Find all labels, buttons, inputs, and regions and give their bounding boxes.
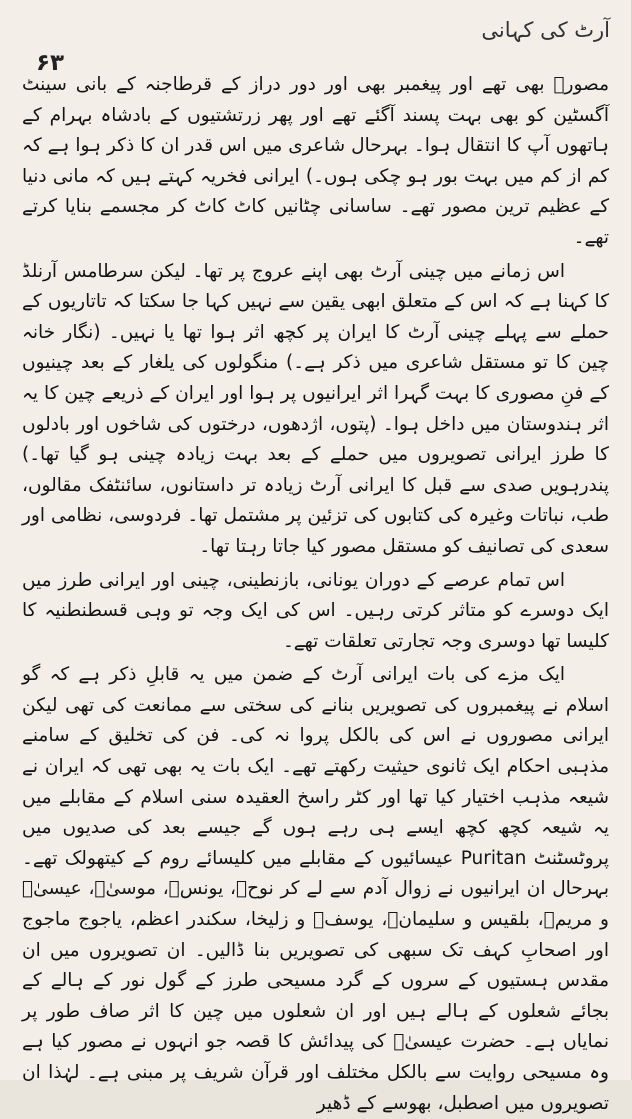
paragraph-3: اس تمام عرصے کے دوران یونانی، بازنطینی، چینی اور ایرانی طرز میں ایک دوسرے کو متاثر کرتی رہیں۔ اس کی ایک وجہ تو وہی قسطنطنیہ کا کلیسا تھا دوسری وجہ تجارتی تعلقات تھے۔ (22, 569, 609, 652)
page-body (22, 70, 609, 1119)
paragraph-2: اس زمانے میں چینی آرٹ بھی اپنے عروج پر تھا۔ لیکن سرطامس آرنلڈ کا کہنا ہے کہ اس کے متعلق ابھی یقین سے نہیں کہا جا سکتا کہ تاتاریوں کے حملے سے پہلے چینی آرٹ کا ایران پر کچھ اثر ہوا تھا یا نہیں۔ (نگار خانہ چین کا تو مستقل شاعری میں ذکر ہے۔) منگولوں کی یلغار کے بعد چینیوں کے فنِ مصوری کا بہت گہرا اثر ایرانیوں پر ہوا اور ایران کے ذریعے چین کا یہ اثر ہندوستان میں داخل ہوا۔ (پتوں، اژدھوں، درختوں کی شاخوں اور بادلوں کا طرز ایرانی تصویروں میں حملے کے بعد بہت زیادہ چینی ہو گیا تھا۔) پندرہویں صدی سے قبل کا ایرانی آرٹ زیادہ تر داستانوں، سائنٹفک مقالوں، طب، نباتات وغیرہ کی کتابوں کی تزئین پر مشتمل تھا۔ فردوسی، نظامی اور سعدی کی تصانیف کو مستقل مصور کیا جاتا رہتا تھا۔ (22, 260, 609, 557)
paragraph-4 (22, 660, 609, 1119)
page-number: ۶۳ (36, 50, 65, 76)
latin-term: Puritan (460, 847, 527, 869)
page-header (0, 8, 632, 76)
running-title: آرٹ کی کہانی (481, 18, 610, 42)
paragraph-4-part-1: ایک مزے کی بات ایرانی آرٹ کے ضمن میں یہ قابلِ ذکر ہے کہ گو اسلام نے پیغمبروں کی تصویریں بنانے کی سختی سے ممانعت کی تھی لیکن ایرانی مصوروں نے اس کی بالکل پروا نہ کی۔ فن کی تخلیق کے سامنے مذہبی احکام ایک ثانوی حیثیت رکھتے تھے۔ ایک بات یہ بھی تھی کہ ایران نے شیعہ مذہب اختیار کیا تھا اور کٹر راسخ العقیدہ سنی اسلام کے مقابلے میں یہ شیعہ کچھ کچھ ایسے ہی رہے ہوں گے جیسے بعد کی صدیوں میں پروٹسٹنٹ (22, 664, 609, 869)
paragraph-4-part-2: عیسائیوں کے مقابلے میں کلیسائے روم کے کیتھولک تھے۔ بہرحال ان ایرانیوں نے زوال آدم سے لے کر نوحؑ، یونسؑ، موسیٰؑ، عیسیٰؑ و مریمؑ، بلقیس و سلیمانؑ، یوسفؑ و زلیخا، سکندر اعظم، یاجوج ماجوج اور اصحابِ کہف تک سبھی کی تصویریں بنا ڈالیں۔ ان تصویروں میں ان مقدس ہستیوں کے سروں کے گرد مسیحی طرز کے گول نور کے ہالے کے بجائے شعلوں کے ہالے ہیں اور ان شعلوں میں چین کا اثر صاف طور پر نمایاں ہے۔ حضرت عیسیٰؑ کی پیدائش کا قصہ جو انہوں نے مصور کیا ہے وہ مسیحی روایت سے بالکل مختلف اور قرآن شریف پر مبنی ہے۔ لہٰذا ان تصویروں میں اصطبل، بھوسے کے ڈھیر (22, 847, 609, 1114)
paragraph-1: مصورؔ بھی تھے اور پیغمبر بھی اور دور دراز کے قرطاجنہ کے بانی سینٹ آگسٹین کو بھی بہت پسند آگئے تھے اور پھر زرتشتیوں کے بادشاہ بہرام کے ہاتھوں آپ کا انتقال ہوا۔ بہرحال شاعری میں اس قدر ان کا ذکر ہوا ہے کہ کم از کم میں بہت بور ہو چکی ہوں۔) ایرانی فخریہ کہتے ہیں کہ مانی دنیا کے عظیم ترین مصور تھے۔ ساسانی چٹانیں کاٹ کاٹ کر مجسمے بنایا کرتے تھے۔ (22, 74, 609, 248)
